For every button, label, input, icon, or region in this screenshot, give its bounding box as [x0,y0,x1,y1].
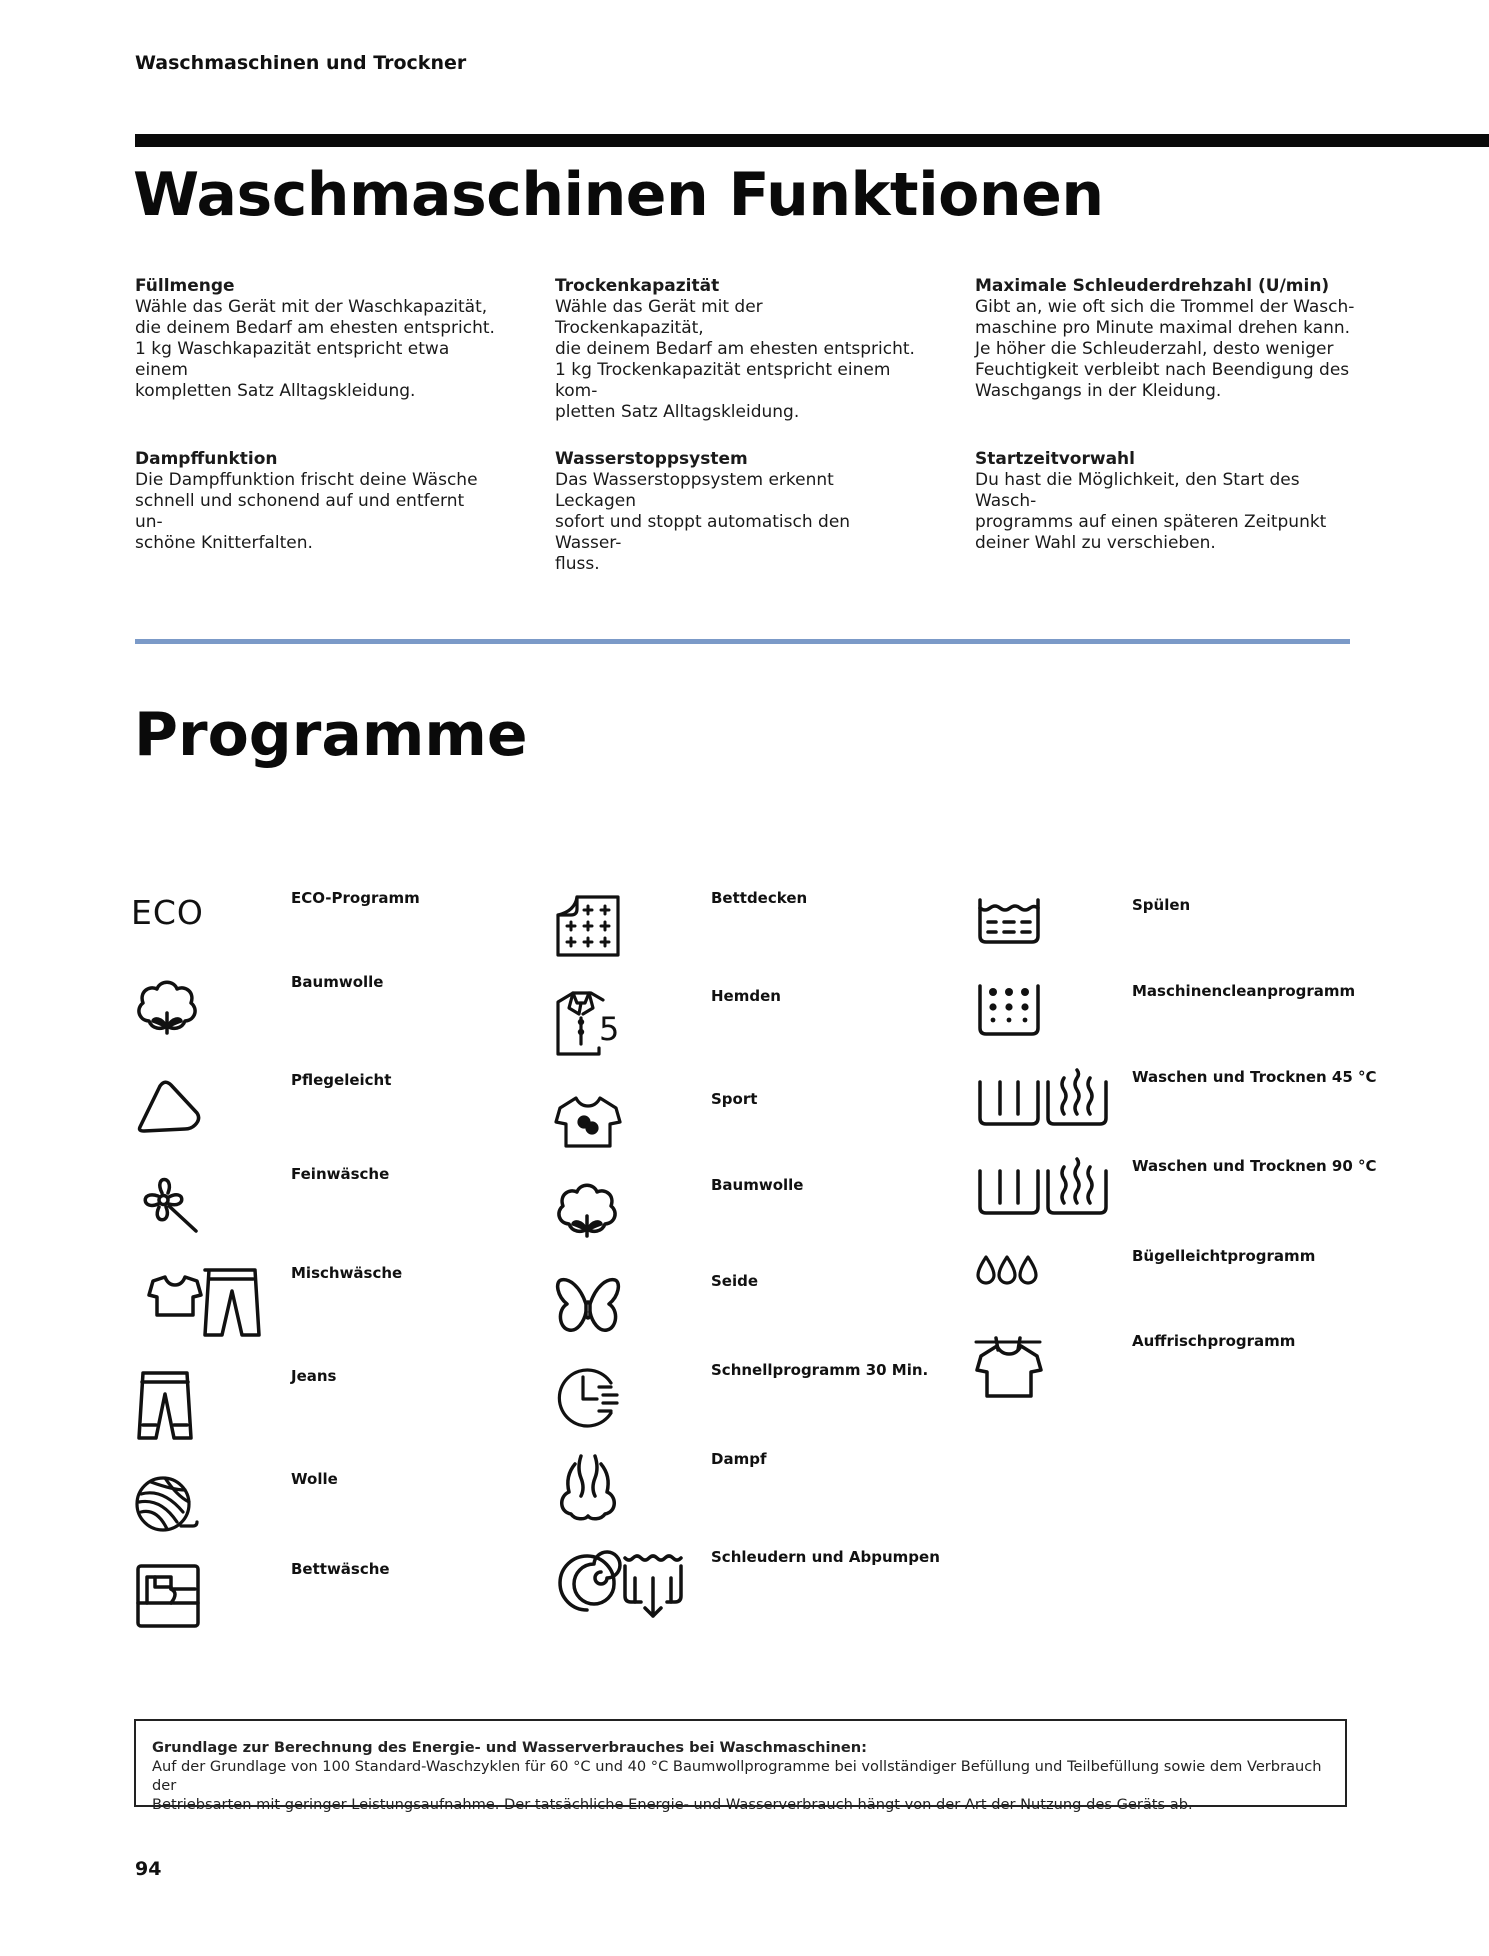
program-waschen-trocknen-45 [976,1068,1396,1148]
program-label: Waschen und Trocknen 45 °C [1132,1068,1377,1086]
program-feinwaesche [135,1165,555,1245]
feature-body: Wähle das Gerät mit der Waschkapazität, die deinem Bedarf am ehesten entspricht. 1 kg Waschkapazität entspricht etwa einem kompletten Satz Alltagskleidung. [135,297,495,401]
feature-body: Die Dampffunktion frischt deine Wäsche schnell und schonend auf und entfernt un- schöne Knitterfalten. [135,470,478,553]
program-label: Baumwolle [291,973,384,991]
program-label: ECO-Programm [291,889,420,907]
wool-icon [135,1470,275,1550]
delicates-icon [135,1165,275,1245]
feature-body: Gibt an, wie oft sich die Trommel der Wasch- maschine pro Minute maximal drehen kann. Je höher die Schleuderzahl, desto weniger Feuchtigkeit verbleibt nach Beendigung des Waschgangs in der Kleidung. [975,297,1355,401]
refresh-icon [976,1332,1116,1412]
feature-fuellmenge [135,276,495,402]
feature-body: Das Wasserstoppsystem erkennt Leckagen sofort und stoppt automatisch den Wasser- fluss. [555,470,851,574]
program-label: Maschinencleanprogramm [1132,982,1356,1000]
spin-drain-icon [555,1548,695,1628]
program-label: Mischwäsche [291,1264,403,1282]
wash-dry-icon [976,1157,1116,1237]
program-jeans [135,1367,555,1447]
program-label: Feinwäsche [291,1165,390,1183]
program-label: Wolle [291,1470,338,1488]
cotton-icon [555,1176,695,1256]
program-label: Auffrischprogramm [1132,1332,1296,1350]
feature-body: Wähle das Gerät mit der Trockenkapazität, die deinem Bedarf am ehesten entspricht. 1 kg Trockenkapazität entspricht einem kom- pletten Satz Alltagskleidung. [555,297,915,422]
wash-dry-icon [976,1068,1116,1148]
program-bettdecken [555,889,975,969]
program-baumwolle [135,973,555,1053]
program-label: Spülen [1132,896,1191,914]
easy-iron-icon [976,1247,1116,1327]
feature-heading: Trockenkapazität [555,276,720,296]
feature-heading: Dampffunktion [135,449,278,469]
feature-heading: Füllmenge [135,276,235,296]
program-hemden [555,987,975,1067]
rinse-icon [976,896,1116,976]
program-bettwaesche [135,1560,555,1640]
program-buegelleicht [976,1247,1396,1327]
feature-schleuderdrehzahl [975,276,1355,402]
note-heading: Grundlage zur Berechnung des Energie- und Wasserverbrauches bei Waschmaschinen: [152,1739,868,1756]
program-waschen-trocknen-90 [976,1157,1396,1237]
feature-startzeitvorwahl [975,449,1355,554]
sport-icon [555,1090,695,1170]
program-wolle [135,1470,555,1550]
program-spuelen [976,896,1396,976]
program-label: Waschen und Trocknen 90 °C [1132,1157,1377,1175]
program-mischwaesche [135,1264,555,1344]
feature-body: Du hast die Möglichkeit, den Start des Wasch- programms auf einen späteren Zeitpunkt deiner Wahl zu verschieben. [975,470,1327,553]
feature-dampffunktion [135,449,495,554]
program-dampf [555,1450,975,1530]
note-body: Auf der Grundlage von 100 Standard-Waschzyklen für 60 °C und 40 °C Baumwollprogramme bei vollständiger Befüllung und Teilbefüllung sowie dem Verbrauch der Betriebsarten mit geringer Leistungsaufnahme. Der tatsächliche Energie- und Wasserverbrauch hängt von der Art der Nutzung des Geräts ab. [152,1758,1322,1813]
program-seide [555,1272,975,1352]
duvet-icon [555,889,695,969]
eco-icon: ECO [131,893,204,932]
program-label: Bügelleichtprogramm [1132,1247,1316,1265]
program-schleudern [555,1548,975,1628]
energy-note-box [134,1719,1347,1813]
program-label: Bettwäsche [291,1560,390,1578]
bed-linen-icon [135,1560,275,1640]
feature-heading: Maximale Schleuderdrehzahl (U/min) [975,276,1330,296]
program-label: Seide [711,1272,759,1290]
silk-icon [555,1272,695,1352]
program-label: Schleudern und Abpumpen [711,1548,940,1566]
programs-title: Programme [134,700,528,770]
program-pflegeleicht [135,1071,555,1151]
machine-clean-icon [976,982,1116,1062]
shirts-icon: 5 [555,987,695,1067]
feature-heading: Wasserstoppsystem [555,449,748,469]
program-label: Pflegeleicht [291,1071,392,1089]
program-label: Schnellprogramm 30 Min. [711,1361,929,1379]
program-label: Jeans [291,1367,337,1385]
quick-program-icon [555,1361,695,1441]
jeans-icon [135,1367,275,1447]
section-label: Waschmaschinen und Trockner [135,52,467,74]
program-eco [131,889,555,969]
mixed-laundry-icon [135,1264,275,1344]
cotton-icon [135,973,275,1053]
steam-icon [555,1450,695,1530]
program-label: Hemden [711,987,781,1005]
program-label: Baumwolle [711,1176,804,1194]
program-auffrisch [976,1332,1396,1412]
section-divider [135,639,1350,644]
program-label: Dampf [711,1450,767,1468]
page-number: 94 [135,1858,162,1880]
easy-care-icon [135,1071,275,1151]
feature-wasserstoppsystem [555,449,915,575]
program-label: Bettdecken [711,889,808,907]
page-title: Waschmaschinen Funktionen [133,160,1104,230]
program-label: Sport [711,1090,758,1108]
program-sport [555,1090,975,1170]
program-schnellprogramm [555,1361,975,1441]
program-maschinenclean [976,982,1396,1062]
program-baumwolle-2 [555,1176,975,1256]
feature-heading: Startzeitvorwahl [975,449,1135,469]
feature-trockenkapazitaet [555,276,915,423]
top-rule [135,134,1489,147]
